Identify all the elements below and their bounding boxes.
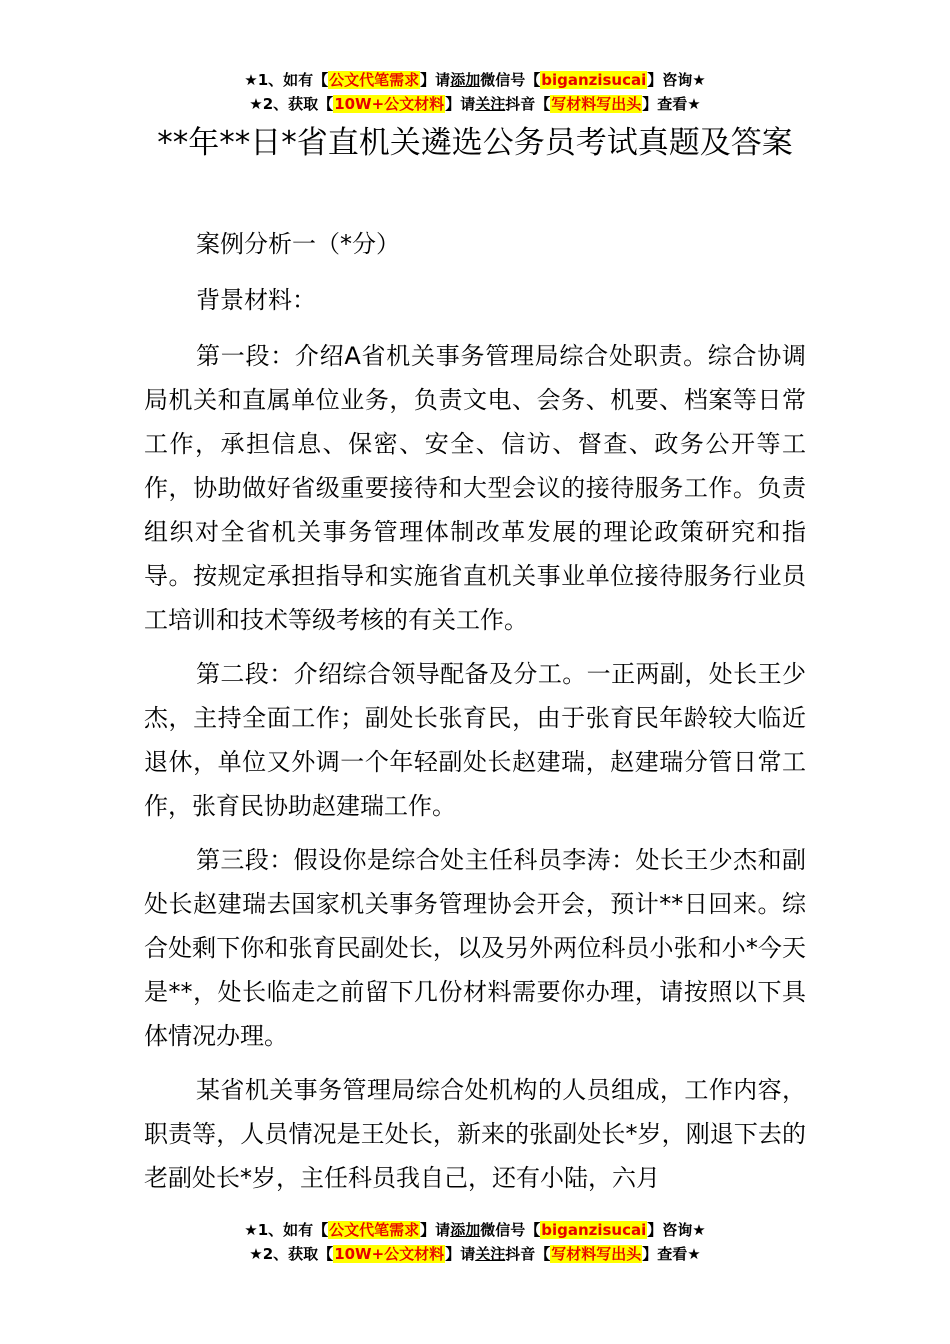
banner-line-2 [0, 92, 950, 116]
banner-line-1 [0, 68, 950, 92]
highlight-service: 公文代笔需求 [329, 1221, 420, 1239]
banner-text: 抖音【 [505, 1245, 551, 1263]
banner-text: 微信号【 [480, 1221, 541, 1239]
background-label: 背景材料： [196, 286, 316, 314]
document-body [144, 222, 806, 1210]
highlight-douyin-account: 写材料写出头 [551, 95, 642, 113]
banner-text-underlined: 添加 [450, 71, 481, 89]
paragraph-4: 某省机关事务管理局综合处机构的人员组成，工作内容，职责等，人员情况是王处长，新来的张副处长*岁，刚退下去的老副处长*岁，主任科员我自己，还有小陆，六月 [144, 1076, 806, 1192]
banner-text: ★2、获取【 [249, 95, 334, 113]
banner-text: 】查看★ [642, 95, 701, 113]
banner-text: ★2、获取【 [249, 1245, 334, 1263]
banner-text: 】请 [420, 71, 451, 89]
banner-text: ★1、如有【 [244, 71, 329, 89]
highlight-douyin-account: 写材料写出头 [551, 1245, 642, 1263]
banner-text: 】咨询★ [647, 1221, 706, 1239]
highlight-materials: 10W+公文材料 [334, 1245, 445, 1263]
footer-banner [0, 1218, 950, 1266]
section-heading: 案例分析一（*分） [196, 230, 400, 258]
banner-text: 】请 [420, 1221, 451, 1239]
highlight-wechat-id: biganzisucai [541, 71, 647, 89]
banner-text-underlined: 添加 [450, 1221, 481, 1239]
banner-text: 抖音【 [505, 95, 551, 113]
banner-text-underlined: 关注 [475, 1245, 506, 1263]
banner-text: ★1、如有【 [244, 1221, 329, 1239]
banner-text: 】请 [445, 95, 476, 113]
highlight-service: 公文代笔需求 [329, 71, 420, 89]
banner-text: 微信号【 [480, 71, 541, 89]
banner-line-1 [0, 1218, 950, 1242]
banner-text-underlined: 关注 [475, 95, 506, 113]
banner-text: 】查看★ [642, 1245, 701, 1263]
highlight-wechat-id: biganzisucai [541, 1221, 647, 1239]
header-banner [0, 68, 950, 116]
paragraph-1: 第一段：介绍A省机关事务管理局综合处职责。综合协调局机关和直属单位业务，负责文电、会务、机要、档案等日常工作，承担信息、保密、安全、信访、督查、政务公开等工作，协助做好省级重要接待和大型会议的接待服务工作。负责组织对全省机关事务管理体制改革发展的理论政策研究和指导。按规定承担指导和实施省直机关事业单位接待服务行业员工培训和技术等级考核的有关工作。 [144, 342, 806, 634]
paragraph-3: 第三段：假设你是综合处主任科员李涛：处长王少杰和副处长赵建瑞去国家机关事务管理协会开会，预计**日回来。综合处剩下你和张育民副处长，以及另外两位科员小张和小*今天是**，处长临走之前留下几份材料需要你办理，请按照以下具体情况办理。 [144, 846, 806, 1050]
document-title: **年**日*省直机关遴选公务员考试真题及答案 [157, 125, 793, 161]
banner-line-2 [0, 1242, 950, 1266]
banner-text: 】咨询★ [647, 71, 706, 89]
highlight-materials: 10W+公文材料 [334, 95, 445, 113]
banner-text: 】请 [445, 1245, 476, 1263]
paragraph-2: 第二段：介绍综合领导配备及分工。一正两副，处长王少杰，主持全面工作；副处长张育民，由于张育民年龄较大临近退休，单位又外调一个年轻副处长赵建瑞，赵建瑞分管日常工作，张育民协助赵建瑞工作。 [144, 660, 806, 820]
